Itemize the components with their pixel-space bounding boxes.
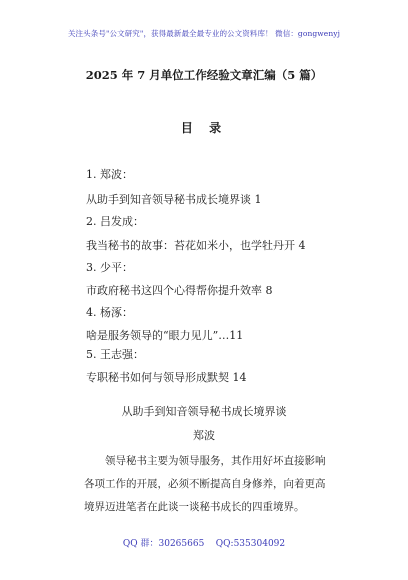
- article-paragraph: 领导秘书主要为领导服务，其作用好坏直接影响各项工作的开展，必须不断提高自身修养，向着更高境界迈进笔者在此谈一谈秘书成长的四重境界。: [84, 455, 326, 513]
- toc-entry-author: 5. 王志强：: [86, 348, 144, 361]
- qq-group-label: QQ 群：30265665: [122, 539, 205, 549]
- toc-entry-author: 1. 郑波：: [86, 168, 133, 181]
- footer-qq: [0, 536, 408, 549]
- toc-entry-author: 4. 杨涿：: [86, 306, 133, 319]
- toc-entry-author: 3. 少平：: [86, 261, 133, 274]
- article-title: 从助手到知音领导秘书成长境界谈: [121, 405, 287, 418]
- toc-entry-article[interactable]: 啥是服务领导的“眼力见儿”…11: [86, 329, 244, 342]
- article-author: 郑波: [193, 429, 215, 442]
- article-body: [84, 450, 334, 519]
- toc-heading: 目 录: [180, 121, 228, 135]
- toc-entry-article[interactable]: 市政府秘书这四个心得帮你提升效率 8: [86, 284, 273, 297]
- footer-spacer: [207, 539, 213, 549]
- toc-entry-article[interactable]: 专职秘书如何与领导形成默契 14: [86, 371, 247, 384]
- toc-entry-article[interactable]: 从助手到知音领导秘书成长境界谈 1: [86, 193, 262, 206]
- toc-entry-article[interactable]: 我当秘书的故事：苔花如米小，也学牡丹开 4: [86, 239, 306, 252]
- toc-entry-author: 2. 吕发成：: [86, 215, 144, 228]
- qq-number-label: QQ:535304092: [215, 539, 286, 549]
- header-note: 关注头条号"公文研究"，获得最新最全最专业的公文资料库！ 微信：gongwenyj: [67, 29, 341, 38]
- document-title: 2025 年 7 月单位工作经验文章汇编（5 篇）: [85, 68, 323, 82]
